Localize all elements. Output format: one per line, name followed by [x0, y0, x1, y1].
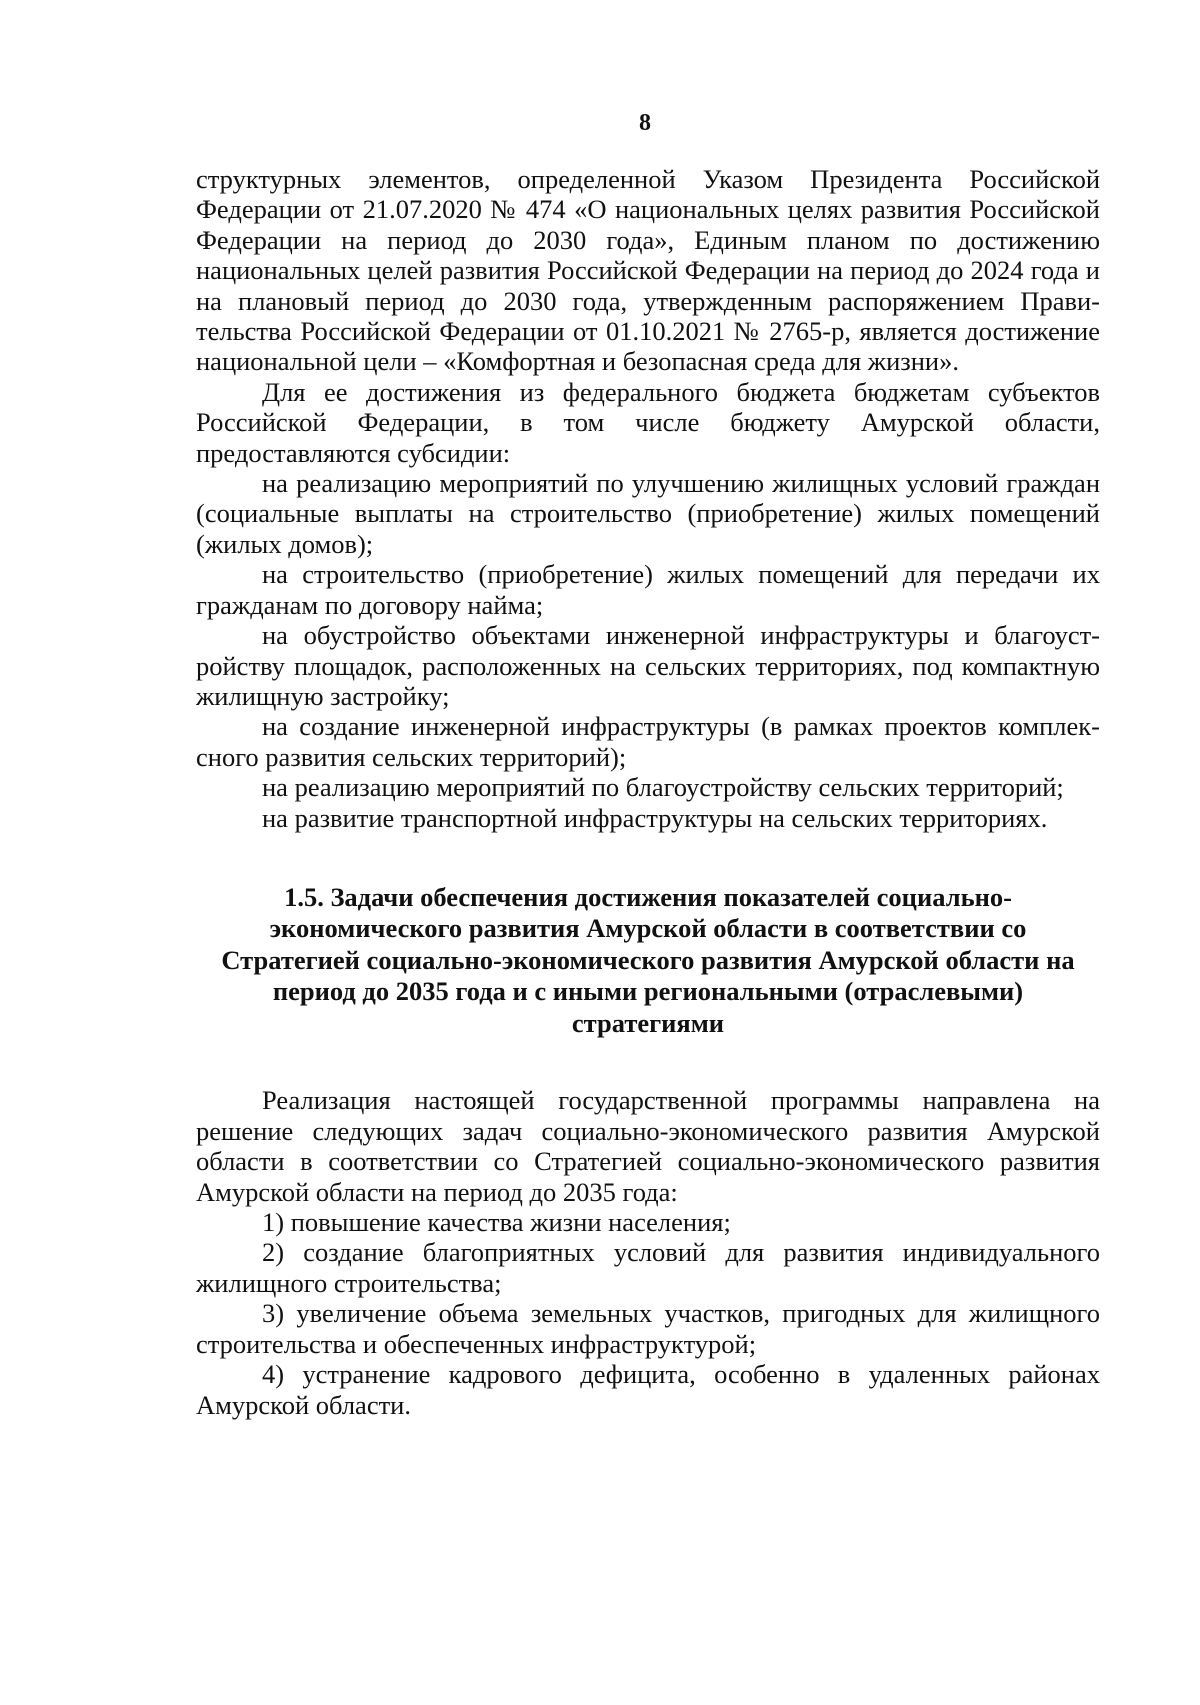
- subsidy-item: на обустройство объектами инженерной инфраструктуры и благоустройству площадок, расположенных на сельских территориях, под компактную жилищную застройку;: [196, 620, 1100, 711]
- subsidy-item: на создание инженерной инфраструктуры (в рамках проектов комплексного развития сельских территорий);: [196, 711, 1100, 772]
- task-item: 2) создание благоприятных условий для развития индивидуального жилищного строительства;: [196, 1237, 1100, 1298]
- section-heading-line: 1.5. Задачи обеспечения достижения показателей социально-: [284, 881, 1012, 912]
- task-item: 3) увеличение объема земельных участков, пригодных для жилищного строительства и обеспеченных инфраструктурой;: [196, 1298, 1100, 1359]
- task-item: 4) устранение кадрового дефицита, особенно в удаленных районах Амурской области.: [196, 1359, 1100, 1420]
- subsidy-item: на реализацию мероприятий по благоустройству сельских территорий;: [262, 772, 1064, 803]
- section-heading-line: стратегиями: [571, 1007, 725, 1038]
- section-heading-line: Стратегией социально-экономического развития Амурской области на: [221, 944, 1075, 975]
- section-heading-line: экономического развития Амурской области в соответствии со: [269, 913, 1027, 944]
- document-body: [196, 164, 1100, 1420]
- task-item: 1) повышение качества жизни населения;: [262, 1207, 731, 1238]
- subsidy-item: на строительство (приобретение) жилых помещений для передачи их гражданам по договору найма;: [196, 559, 1100, 620]
- page-number: 8: [639, 110, 651, 136]
- subsidy-item: на развитие транспортной инфраструктуры на сельских территориях.: [262, 802, 1048, 833]
- subsidy-item: на реализацию мероприятий по улучшению жилищных условий граждан (социальные выплаты на строительство (приобретение) жилых помещений (жилых домов);: [196, 468, 1100, 559]
- section-heading-line: период до 2035 года и с иными региональными (отраслевыми): [272, 976, 1024, 1007]
- section-intro-paragraph: Реализация настоящей государственной программы направлена на решение следующих задач социально-экономического развития Амурской области в соответствии со Стратегией социально-экономического развития Амурской области на период до 2035 года:: [196, 1085, 1100, 1207]
- intro-paragraph: структурных элементов, определенной Указом Президента Российской Федерации от 21.07.2020 № 474 «О национальных целях развития Российской Федерации на период до 2030 года», Единым планом по достижению национальных целей развития Российской Федерации на период до 2024 года и на плановый период до 2030 года, утвержденным распоряжением Правительства Российской Федерации от 01.10.2021 № 2765-р, является достижение национальной цели – «Комфортная и безопасная среда для жизни».: [196, 164, 1100, 377]
- subsidies-intro-paragraph: Для ее достижения из федерального бюджета бюджетам субъектов Российской Федерации, в том числе бюджету Амурской области, предоставляются субсидии:: [196, 376, 1100, 468]
- section-heading: [196, 882, 1100, 1040]
